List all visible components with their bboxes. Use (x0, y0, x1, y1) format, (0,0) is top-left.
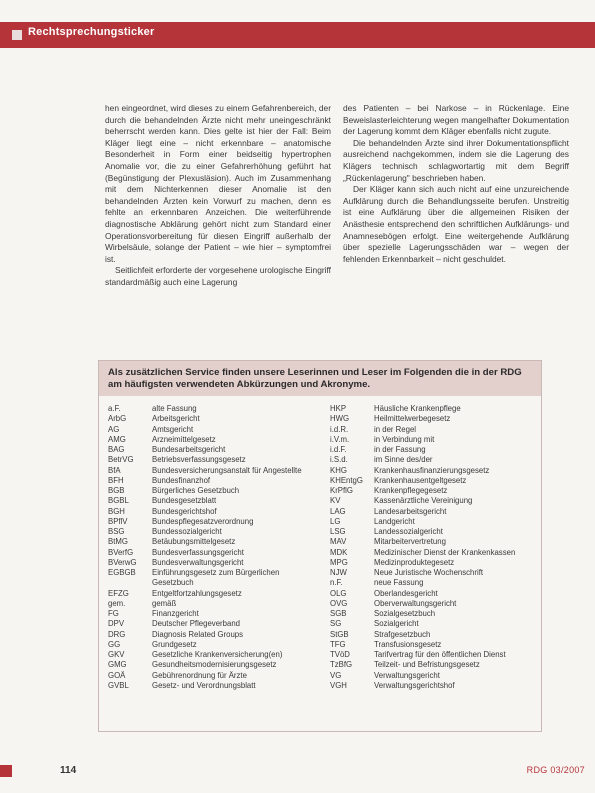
abbreviation: SGB (330, 609, 347, 618)
abbreviation: TzBfG (330, 660, 353, 670)
abbreviation: BAG (108, 445, 125, 454)
abbreviation-row (108, 599, 313, 609)
abbreviation-meaning: im Sinne des/der (374, 455, 433, 465)
abbreviation-row (108, 548, 313, 558)
abbreviation-meaning: Krankenhausentgeltgesetz (374, 475, 467, 485)
abbreviation: BVerwG (108, 557, 137, 567)
abbreviation: DRG (108, 629, 126, 639)
abbreviation-meaning: Mitarbeitervertretung (374, 537, 446, 547)
abbreviation (108, 578, 152, 588)
abbreviation-meaning: Bundesgesetzblatt (152, 496, 217, 506)
abbreviation-meaning: Oberlandesgericht (374, 588, 438, 598)
abbreviation-row (330, 466, 535, 476)
paragraph: Seitlichfeit erforderte der vorgesehene urologische Eingriff standardmäßig auch eine Lagerung (105, 265, 331, 287)
abbreviation: a.F. (108, 404, 121, 413)
abbreviation: GG (108, 639, 121, 649)
abbreviations-column-left (108, 404, 313, 691)
abbreviation: TVöD (330, 650, 350, 659)
abbreviation: MPG (330, 557, 348, 567)
abbreviation: BetrVG (108, 455, 134, 465)
abbreviation: BPflV (108, 516, 128, 526)
abbreviation-meaning: Finanzgericht (152, 609, 199, 618)
abbreviation-meaning: Oberverwaltungsgericht (374, 598, 457, 608)
abbreviation-meaning: Landgericht (374, 516, 415, 526)
abbreviation: BFH (108, 475, 124, 485)
abbreviation: LAG (330, 506, 346, 516)
abbreviation-row (108, 476, 313, 486)
abbreviation-row (330, 650, 535, 660)
abbreviation: GVBL (108, 680, 129, 690)
abbreviation-meaning: Bundesarbeitsgericht (152, 445, 226, 454)
abbreviation-meaning: Tarifvertrag für den öffentlichen Dienst (374, 650, 506, 659)
abbreviation-row (330, 455, 535, 465)
paragraph: des Patienten – bei Narkose – in Rückenlage. Eine Beweislasterleichterung wegen mangelhafter Dokumentation der Lagerung kommt dem Kläger ebenfalls nicht zugute. (343, 103, 569, 137)
abbreviation-row (330, 619, 535, 629)
abbreviation-meaning: Bundesfinanzhof (152, 475, 211, 485)
abbreviation-row (108, 404, 313, 414)
abbreviation-meaning: Teilzeit- und Befristungsgesetz (374, 660, 480, 670)
abbreviation-meaning: Bundessozialgericht (152, 527, 222, 536)
abbreviation-row (108, 640, 313, 650)
abbreviation-row (108, 589, 313, 599)
abbreviation: KV (330, 496, 341, 506)
abbreviation-meaning: Diagnosis Related Groups (152, 629, 244, 639)
abbreviation-row (108, 435, 313, 445)
abbreviation: StGB (330, 629, 349, 639)
abbreviation: i.V.m. (330, 434, 350, 444)
abbreviation: EGBGB (108, 568, 136, 577)
abbreviation-row (108, 558, 313, 568)
abbreviation-meaning: Gesetz- und Verordnungsblatt (152, 680, 256, 690)
abbreviation-row (108, 671, 313, 681)
abbreviation-meaning: Krankenpflegegesetz (374, 486, 448, 495)
abbreviation-meaning: Bundesverfassungsgericht (152, 547, 244, 557)
abbreviation-meaning: Sozialgesetzbuch (374, 609, 436, 618)
abbreviation-meaning: Betäubungsmittelgesetz (152, 537, 236, 547)
abbreviation-row (108, 660, 313, 670)
abbreviation: MDK (330, 547, 348, 557)
abbreviation-meaning: Verwaltungsgericht (374, 670, 440, 680)
abbreviation-meaning: Amtsgericht (152, 424, 194, 434)
section-header-bar (0, 22, 595, 48)
abbreviations-column-right (330, 404, 535, 691)
abbreviation: TFG (330, 639, 346, 649)
abbreviation: ArbG (108, 414, 127, 424)
abbreviation-row (330, 671, 535, 681)
abbreviation: HKP (330, 404, 347, 413)
abbreviation-row (330, 630, 535, 640)
abbreviation-meaning: Bundesgerichtshof (152, 506, 217, 516)
abbreviation-row (108, 466, 313, 476)
abbreviation-row (330, 558, 535, 568)
abbreviation-meaning: gemäß (152, 598, 177, 608)
abbreviation: BfA (108, 465, 121, 475)
abbreviation-row (108, 486, 313, 496)
abbreviation-meaning: Transfusionsgesetz (374, 639, 442, 649)
abbreviation: GOÄ (108, 670, 126, 680)
abbreviation: SG (330, 619, 342, 629)
abbreviation-meaning: Arzneimittelgesetz (152, 434, 216, 444)
abbreviation-meaning: in der Regel (374, 424, 417, 434)
abbreviation-meaning: Gebührenordnung für Ärzte (152, 670, 247, 680)
abbreviation: KHEntgG (330, 475, 363, 485)
abbreviation-meaning: Betriebsverfassungsgesetz (152, 455, 246, 465)
abbreviation-row (330, 589, 535, 599)
abbreviation-row (108, 527, 313, 537)
abbreviation-meaning: Bundesverwaltungsgericht (152, 557, 244, 567)
abbreviation-meaning: Entgeltfortzahlungsgesetz (152, 588, 242, 598)
abbreviation-row (330, 486, 535, 496)
paragraph: hen eingeordnet, wird dieses zu einem Gefahrenbereich, der durch die behandelnden Ärzte nicht mehr uneingeschränkt beherrscht werden kann. Dies gelte ist hier der Fall: Beim Kläger liegt eine – nicht erkennbare – anatomische Besonderheit in Form einer beidseitig hypertrophen Anomalie vor, die zu einer Gefahrerhöhung geführt hat (Begünstigung der Plexusläsion). Auch im Zusammenhang mit dem Nichterkennen dieser Anomalie ist den behandelnden Ärzten kein Vorwurf zu machen, denn es fehlte an erkennbaren Anzeichen. Die weiterführende diagnostische Abklärung gehört nicht zum Standard einer Operationsvorbereitung für diesen Eingriff außerhalb der Wirbelsäule, solange der Patient – wie hier – symptomfrei ist. (105, 103, 331, 264)
abbreviation-row (330, 496, 535, 506)
abbreviation: EFZG (108, 588, 129, 598)
abbreviation: AMG (108, 434, 126, 444)
abbreviation-row (330, 599, 535, 609)
abbreviation-meaning: Landessozialgericht (374, 527, 443, 536)
abbreviation: BVerfG (108, 547, 134, 557)
square-icon (12, 30, 22, 40)
abbreviation-meaning: Deutscher Pflegeverband (152, 619, 240, 629)
abbreviation-row (330, 578, 535, 588)
abbreviation: BSG (108, 527, 125, 536)
abbreviation: VGH (330, 680, 347, 690)
abbreviation-meaning: in der Fassung (374, 445, 426, 454)
abbreviation: i.d.R. (330, 424, 349, 434)
abbreviation-meaning: Kassenärztliche Vereinigung (374, 496, 473, 506)
abbreviation-meaning: Medizinproduktegesetz (374, 557, 455, 567)
abbreviation: OLG (330, 588, 347, 598)
paragraph: Der Kläger kann sich auch nicht auf eine unzureichende Aufklärung durch die Behandlungsseite berufen. Unstreitig ist eine Aufklärung über die allgemeinen Risiken der Anästhesie entsprechend den schriftlichen Aufklärungs- und Anamnesebögen erfolgt. Eine weitergehende Aufklärung über spezielle Lagerungsschäden war – wegen der fehlenden Erkennbarkeit – nicht geschuldet. (343, 184, 569, 264)
abbreviation-meaning: Strafgesetzbuch (374, 629, 431, 639)
abbreviation: LG (330, 516, 341, 526)
abbreviation: n.F. (330, 578, 343, 588)
abbreviation: GMG (108, 660, 127, 670)
abbreviation-row (108, 537, 313, 547)
abbreviation-row (108, 619, 313, 629)
abbreviation-meaning: in Verbindung mit (374, 434, 435, 444)
abbreviation-meaning: Häusliche Krankenpflege (374, 404, 461, 413)
abbreviation-meaning: Grundgesetz (152, 639, 197, 649)
footer-accent-bar (0, 765, 12, 777)
abbreviation-row (108, 496, 313, 506)
abbreviation: i.d.F. (330, 445, 347, 454)
abbreviation: KrPflG (330, 486, 353, 495)
abbreviation-row (330, 517, 535, 527)
abbreviation-meaning: Gesundheitsmodernisierungsgesetz (152, 660, 277, 670)
abbreviation-row (330, 568, 535, 578)
abbreviation-row (330, 527, 535, 537)
abbreviation: MAV (330, 537, 347, 547)
abbreviation: BGBL (108, 496, 129, 506)
abbreviation-meaning: Heilmittelwerbegesetz (374, 414, 451, 424)
abbreviation: FG (108, 609, 119, 618)
abbreviation-meaning: Medizinischer Dienst der Krankenkassen (374, 547, 516, 557)
abbreviation: NJW (330, 568, 347, 577)
abbreviation-row (330, 609, 535, 619)
abbreviation: BtMG (108, 537, 128, 547)
abbreviation-meaning: Gesetzliche Krankenversicherung(en) (152, 650, 283, 659)
abbreviation-row (330, 640, 535, 650)
abbreviation-row (108, 425, 313, 435)
section-title: Rechtsprechungsticker (28, 26, 155, 38)
abbreviation: GKV (108, 650, 125, 659)
abbreviations-box-header: Als zusätzlichen Service finden unsere Leserinnen und Leser im Folgenden die in der RDG am häufigsten verwendeten Abkürzungen und Akronyme. (99, 361, 541, 396)
abbreviation-row (330, 660, 535, 670)
abbreviation: BGB (108, 486, 125, 495)
abbreviation-meaning: Bundespflegesatzverordnung (152, 516, 254, 526)
abbreviation-meaning: Bürgerliches Gesetzbuch (152, 486, 240, 495)
abbreviation-row (108, 414, 313, 424)
abbreviation-row (108, 578, 313, 588)
abbreviation: i.S.d. (330, 455, 348, 465)
abbreviation-row (108, 630, 313, 640)
abbreviation-meaning: Arbeitsgericht (152, 414, 200, 424)
abbreviation: DPV (108, 619, 125, 629)
abbreviation-meaning: Bundesversicherungsanstalt für Angestellte (152, 465, 302, 475)
abbreviation-row (108, 650, 313, 660)
abbreviation-meaning: alte Fassung (152, 404, 197, 413)
abbreviations-box (98, 360, 542, 732)
abbreviation-row (330, 404, 535, 414)
abbreviation-row (108, 517, 313, 527)
abbreviation-meaning: Einführungsgesetz zum Bürgerlichen (152, 568, 280, 577)
abbreviation-meaning: Verwaltungsgerichtshof (374, 680, 455, 690)
abbreviation: LSG (330, 527, 346, 536)
abbreviation: OVG (330, 598, 348, 608)
abbreviation-row (330, 476, 535, 486)
abbreviation-meaning: Sozialgericht (374, 619, 419, 629)
page-number: 114 (60, 765, 77, 776)
abbreviation: gem. (108, 598, 126, 608)
abbreviation: HWG (330, 414, 350, 424)
abbreviation-meaning: Gesetzbuch (152, 578, 194, 588)
body-column-right (343, 103, 569, 265)
paragraph: Die behandelnden Ärzte sind ihrer Dokumentationspflicht ausreichend nachgekommen, indem sie die Lagerung des Klägers technisch schlagwortartig mit dem Begriff „Rückenlagerung" beschrieben haben. (343, 137, 569, 183)
abbreviation-row (330, 425, 535, 435)
abbreviation-row (108, 445, 313, 455)
abbreviation-row (330, 414, 535, 424)
body-column-left (105, 103, 331, 289)
abbreviation: KHG (330, 465, 347, 475)
abbreviation: VG (330, 670, 342, 680)
abbreviation: AG (108, 424, 120, 434)
abbreviation-row (108, 568, 313, 578)
abbreviation-row (108, 681, 313, 691)
journal-issue: RDG 03/2007 (526, 765, 585, 775)
abbreviation-row (330, 548, 535, 558)
abbreviation-meaning: Krankenhausfinanzierungsgesetz (374, 465, 490, 475)
abbreviation-row (330, 445, 535, 455)
abbreviation-row (330, 435, 535, 445)
abbreviation-meaning: Landesarbeitsgericht (374, 506, 447, 516)
abbreviation-row (108, 507, 313, 517)
abbreviation: BGH (108, 506, 125, 516)
abbreviation-row (330, 537, 535, 547)
abbreviation-meaning: Neue Juristische Wochenschrift (374, 568, 484, 577)
abbreviation-row (330, 681, 535, 691)
abbreviation-meaning: neue Fassung (374, 578, 424, 588)
abbreviation-row (108, 455, 313, 465)
abbreviation-row (330, 507, 535, 517)
abbreviation-row (108, 609, 313, 619)
